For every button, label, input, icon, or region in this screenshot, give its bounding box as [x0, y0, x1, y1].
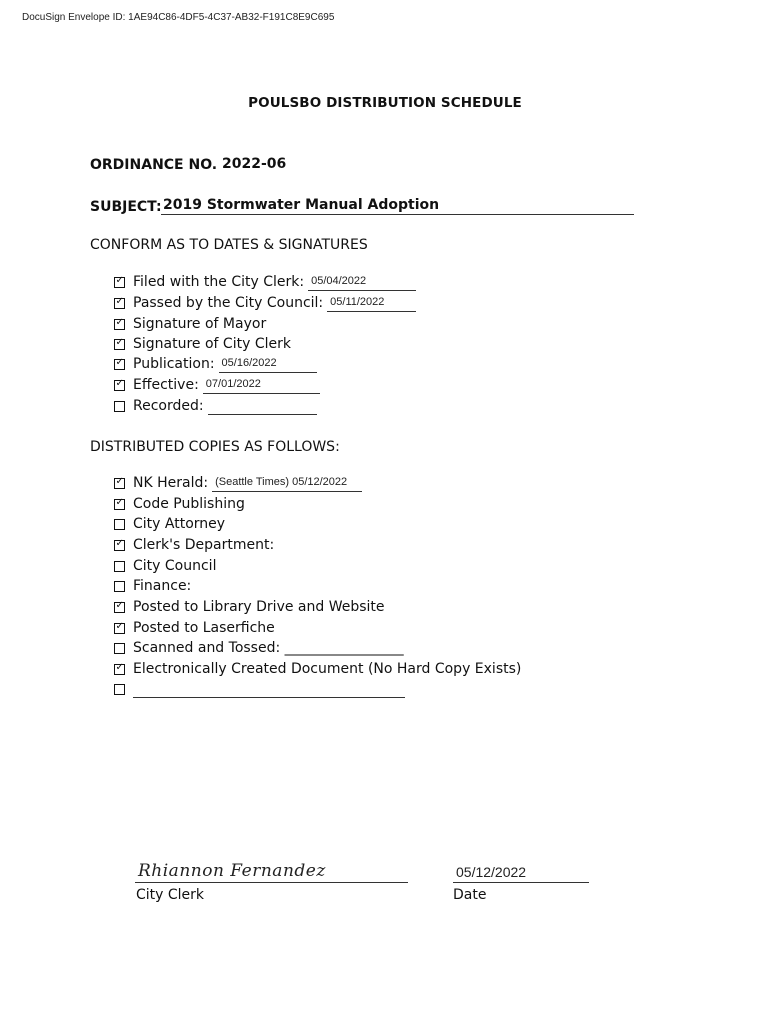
conform-item-recorded[interactable]: [114, 396, 317, 416]
checkbox[interactable]: [114, 274, 125, 288]
text-field[interactable]: [212, 475, 362, 492]
checkbox[interactable]: [114, 316, 125, 330]
date-line: [453, 882, 589, 883]
distributed-item-finance[interactable]: [114, 576, 191, 596]
date-field[interactable]: [327, 295, 416, 312]
check-mark-icon: ✓: [115, 599, 124, 611]
field-value: 05/16/2022: [221, 356, 277, 369]
item-label: Scanned and Tossed: _________________: [133, 640, 404, 656]
envelope-id: DocuSign Envelope ID: 1AE94C86-4DF5-4C37-AB32-F191C8E9C695: [22, 12, 335, 23]
check-mark-icon: ✓: [115, 475, 124, 487]
check-mark-icon: ✓: [115, 295, 124, 307]
field-value: (Seattle Times) 05/12/2022: [215, 475, 348, 488]
checkbox[interactable]: [114, 661, 125, 675]
item-label: Code Publishing: [133, 496, 245, 512]
distributed-heading: DISTRIBUTED COPIES AS FOLLOWS:: [90, 439, 340, 455]
item-label: City Attorney: [133, 516, 226, 532]
conform-heading: CONFORM AS TO DATES & SIGNATURES: [90, 237, 368, 253]
field-value: 05/04/2022: [311, 274, 367, 287]
check-mark-icon: ✓: [115, 496, 124, 508]
checkbox[interactable]: [114, 620, 125, 634]
ordinance-number: 2022-06: [222, 156, 287, 172]
text-field[interactable]: [133, 681, 405, 698]
item-label: Posted to Laserfiche: [133, 620, 275, 636]
clerk-signature: Rhiannon Fernandez: [138, 861, 326, 881]
distributed-item-city-council[interactable]: [114, 556, 216, 576]
field-value: 07/01/2022: [205, 377, 261, 390]
subject-label: SUBJECT:: [90, 199, 162, 215]
checkbox[interactable]: [114, 581, 125, 592]
item-label: Signature of Mayor: [133, 316, 267, 332]
conform-item-publication[interactable]: [114, 354, 317, 374]
conform-item-clerk-signature[interactable]: [114, 334, 291, 354]
distributed-item-blank[interactable]: [114, 679, 405, 699]
item-label: Finance:: [133, 578, 192, 594]
check-mark-icon: ✓: [115, 316, 124, 328]
item-label: Clerk's Department:: [133, 537, 275, 553]
field-value: 05/11/2022: [330, 295, 385, 308]
checkbox[interactable]: [114, 496, 125, 510]
check-mark-icon: ✓: [115, 274, 124, 286]
conform-item-effective[interactable]: [114, 375, 320, 395]
checkbox[interactable]: [114, 537, 125, 551]
subject-underline: [161, 214, 634, 215]
signature-date: 05/12/2022: [456, 864, 527, 880]
distributed-item-clerks-department[interactable]: [114, 535, 274, 555]
distributed-item-electronic[interactable]: [114, 659, 521, 679]
item-label: Effective:: [133, 377, 199, 393]
item-label: Publication:: [133, 356, 215, 372]
check-mark-icon: ✓: [115, 661, 124, 673]
item-label: Posted to Library Drive and Website: [133, 599, 385, 615]
check-mark-icon: ✓: [115, 336, 124, 348]
checkbox[interactable]: [114, 599, 125, 613]
check-mark-icon: ✓: [115, 356, 124, 368]
conform-item-passed[interactable]: [114, 293, 416, 313]
item-label: Electronically Created Document (No Hard Copy Exists): [133, 661, 522, 677]
item-label: Recorded:: [133, 398, 204, 414]
item-label: NK Herald:: [133, 475, 209, 491]
checkbox[interactable]: [114, 643, 125, 654]
item-label: Filed with the City Clerk:: [133, 274, 305, 290]
ordinance-label: ORDINANCE NO.: [90, 157, 218, 173]
document-title: POULSBO DISTRIBUTION SCHEDULE: [248, 95, 522, 111]
checkbox[interactable]: [114, 519, 125, 530]
item-label: Passed by the City Council:: [133, 295, 324, 311]
date-caption: Date: [453, 887, 487, 903]
date-field[interactable]: [208, 398, 317, 415]
distributed-item-city-attorney[interactable]: [114, 514, 225, 534]
distributed-item-scanned-tossed[interactable]: [114, 638, 404, 658]
item-label: Signature of City Clerk: [133, 336, 291, 352]
check-mark-icon: ✓: [115, 537, 124, 549]
checkbox[interactable]: [114, 356, 125, 370]
checkbox[interactable]: [114, 684, 125, 695]
checkbox[interactable]: [114, 336, 125, 350]
checkbox[interactable]: [114, 401, 125, 412]
distributed-item-code-publishing[interactable]: [114, 494, 245, 514]
date-field[interactable]: [308, 274, 416, 291]
conform-item-filed[interactable]: [114, 272, 416, 292]
checkbox[interactable]: [114, 475, 125, 489]
date-field[interactable]: [219, 356, 317, 373]
checkbox[interactable]: [114, 561, 125, 572]
distributed-item-laserfiche[interactable]: [114, 618, 275, 638]
check-mark-icon: ✓: [115, 620, 124, 632]
checkbox[interactable]: [114, 377, 125, 391]
conform-item-mayor-signature[interactable]: [114, 314, 266, 334]
distributed-item-nk-herald[interactable]: [114, 473, 362, 493]
item-label: City Council: [133, 558, 217, 574]
checkbox[interactable]: [114, 295, 125, 309]
subject-value: 2019 Stormwater Manual Adoption: [163, 197, 440, 213]
check-mark-icon: ✓: [115, 377, 124, 389]
signature-caption: City Clerk: [136, 887, 205, 903]
signature-line: [135, 882, 408, 883]
date-field[interactable]: [203, 377, 320, 394]
distributed-item-library-website[interactable]: [114, 597, 385, 617]
